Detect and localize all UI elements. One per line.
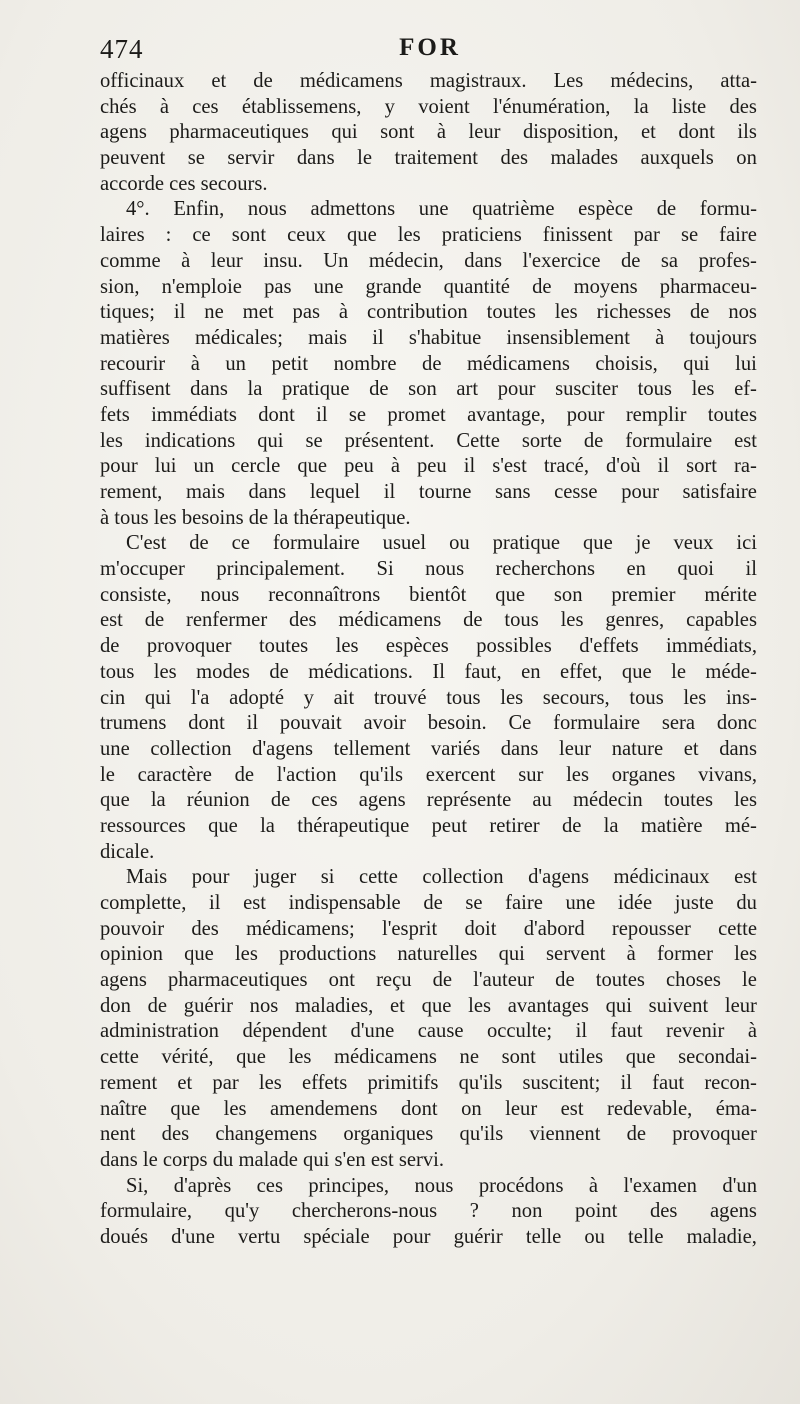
text-line: une collection d'agens tellement variés dans leur nature et dans [100,737,757,760]
text-line: formulaire, qu'y chercherons-nous ? non point des agens [100,1200,757,1223]
text-line: rement et par les effets primitifs qu'ils suscitent; il faut recon- [100,1071,757,1094]
text-line: accorde ces secours. [100,172,268,195]
text-line: agens pharmaceutiques ont reçu de l'auteur de toutes choses le [100,969,757,992]
text-line: dans le corps du malade qui s'en est servi. [100,1148,445,1171]
body-text [100,69,757,1251]
text-line: comme à leur insu. Un médecin, dans l'exercice de sa profes- [100,249,757,272]
text-line: recourir à un petit nombre de médicamens choisis, qui lui [100,352,757,375]
text-line: à tous les besoins de la thérapeutique. [100,506,411,529]
text-line: tiques; il ne met pas à contribution toutes les richesses de nos [100,301,757,324]
text-line: opinion que les productions naturelles qui servent à former les [100,943,757,966]
text-line: Mais pour juger si cette collection d'agens médicinaux est [126,866,757,889]
page-number: 474 [100,34,144,64]
text-line: ressources que la thérapeutique peut retirer de la matière mé- [100,814,757,837]
text-line: don de guérir nos maladies, et que les avantages qui suivent leur [100,994,757,1017]
text-line: fets immédiats dont il se promet avantage, pour remplir toutes [100,403,757,426]
text-line: de provoquer toutes les espèces possibles d'effets immédiats, [100,635,757,658]
text-line: trumens dont il pouvait avoir besoin. Ce formulaire sera donc [100,712,757,735]
text-line: cette vérité, que les médicamens ne sont utiles que secondai- [100,1046,757,1069]
text-line: sion, n'emploie pas une grande quantité de moyens pharmaceu- [100,275,757,298]
text-line: C'est de ce formulaire usuel ou pratique que je veux ici [126,532,757,555]
text-line: Si, d'après ces principes, nous procédons à l'examen d'un [126,1174,757,1197]
text-line: est de renfermer des médicamens de tous les genres, capables [100,609,757,632]
text-line: agens pharmaceutiques qui sont à leur disposition, et dont ils [100,121,757,144]
text-line: dicale. [100,840,155,863]
text-line: matières médicales; mais il s'habitue insensiblement à toujours [100,326,757,349]
text-line: cin qui l'a adopté y ait trouvé tous les secours, tous les ins- [100,686,757,709]
text-line: le caractère de l'action qu'ils exercent sur les organes vivans, [100,763,757,786]
text-line: peuvent se servir dans le traitement des malades auxquels on [100,147,757,170]
text-line: suffisent dans la pratique de son art pour susciter tous les ef- [100,378,757,401]
running-head: FOR [399,34,461,61]
text-line: 4°. Enfin, nous admettons une quatrième espèce de formu- [126,198,757,221]
text-line: doués d'une vertu spéciale pour guérir telle ou telle maladie, [100,1225,757,1248]
text-line: m'occuper principalement. Si nous recherchons en quoi il [100,558,757,581]
text-line: pour lui un cercle que peu à peu il s'est tracé, d'où il sort ra- [100,455,757,478]
text-line: que la réunion de ces agens représente au médecin toutes les [100,789,757,812]
page-header [100,34,760,68]
text-line: complette, il est indispensable de se faire une idée juste du [100,892,757,914]
text-line: consiste, nous reconnaîtrons bientôt que son premier mérite [100,583,757,606]
text-line: chés à ces établissemens, y voient l'énumération, la liste des [100,95,757,118]
text-line: nent des changemens organiques qu'ils viennent de provoquer [100,1123,757,1146]
text-line: laires : ce sont ceux que les praticiens finissent par se faire [100,224,757,247]
text-line: naître que les amendemens dont on leur est redevable, éma- [100,1097,757,1120]
text-line: les indications qui se présentent. Cette sorte de formulaire est [100,429,757,452]
text-line: tous les modes de médications. Il faut, en effet, que le méde- [100,660,757,683]
text-line: pouvoir des médicamens; l'esprit doit d'abord repousser cette [100,917,757,940]
text-line: officinaux et de médicamens magistraux. Les médecins, atta- [100,70,757,92]
text-line: rement, mais dans lequel il tourne sans cesse pour satisfaire [100,481,757,503]
text-line: administration dépendent d'une cause occulte; il faut revenir à [100,1020,757,1043]
